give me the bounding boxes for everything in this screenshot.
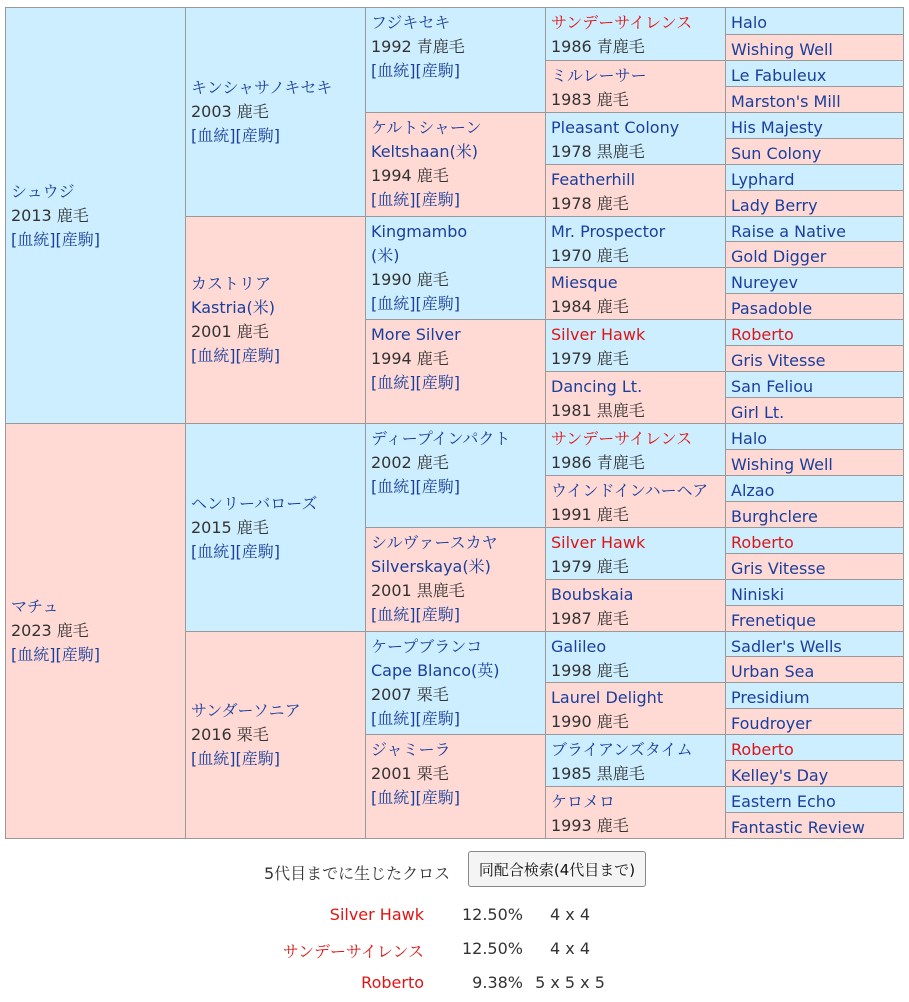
horse-origin-link[interactable]: Kastria(米) [191, 298, 275, 317]
horse-name-link[interactable]: カストリア [191, 274, 272, 293]
horse-name-link[interactable]: ケープブランコ [371, 637, 483, 656]
pedigree-cell [726, 554, 903, 579]
pedigree-cell [6, 424, 185, 838]
foal-link[interactable]: [産駒] [235, 346, 280, 365]
cross-label: 5代目までに生じたクロス [264, 864, 451, 883]
pedigree-cell [726, 398, 903, 423]
pedigree-cell [366, 528, 545, 631]
pedigree-cell [546, 787, 725, 838]
bloodline-link[interactable]: [血統] [371, 477, 416, 496]
horse-birth-color: 1991 鹿毛 [551, 505, 629, 524]
foal-link[interactable]: [産駒] [415, 605, 460, 624]
pedigree-cell [726, 35, 903, 60]
horse-name-link[interactable]: Dancing Lt. [551, 377, 643, 396]
pedigree-cell [726, 217, 903, 241]
pedigree-cell [186, 424, 365, 631]
horse-birth-color: 1992 青鹿毛 [371, 37, 465, 56]
cross-percentage: 9.38% [472, 973, 523, 992]
horse-name-link[interactable]: ケロメロ [551, 792, 616, 811]
pedigree-cell [726, 242, 903, 267]
horse-birth-color: 1983 鹿毛 [551, 90, 629, 109]
cross-percentage: 12.50% [461, 939, 523, 958]
horse-birth-color: 1981 黒鹿毛 [551, 401, 645, 420]
horse-name-link[interactable]: Miesque [551, 273, 618, 292]
pedigree-cell [546, 320, 725, 371]
bloodline-link[interactable]: [血統] [371, 190, 416, 209]
pedigree-cell [546, 632, 725, 682]
foal-link[interactable]: [産駒] [415, 477, 460, 496]
horse-birth-color: 2003 鹿毛 [191, 102, 269, 121]
bloodline-link[interactable]: [血統] [371, 294, 416, 313]
horse-name-link[interactable]: Girl Lt. [731, 403, 785, 422]
horse-name-link[interactable]: Raise a Native [731, 222, 846, 241]
foal-link[interactable]: [産駒] [55, 645, 100, 664]
foal-link[interactable]: [産駒] [415, 190, 460, 209]
horse-name-link[interactable]: Laurel Delight [551, 688, 664, 707]
horse-birth-color: 1994 鹿毛 [371, 166, 449, 185]
horse-name-link[interactable]: Pasadoble [731, 299, 813, 318]
pedigree-cell [366, 735, 545, 838]
horse-name-link[interactable]: Alzao [731, 481, 775, 500]
cross-horse-link[interactable]: サンデーサイレンス [282, 942, 424, 961]
foal-link[interactable]: [産駒] [415, 61, 460, 80]
cross-horse-link[interactable]: Roberto [361, 973, 424, 992]
foal-link[interactable]: [産駒] [415, 709, 460, 728]
horse-name-link[interactable]: Silver Hawk [551, 325, 646, 344]
bloodline-link[interactable]: [血統] [371, 61, 416, 80]
pedigree-cell [186, 217, 365, 423]
pedigree-cell [726, 683, 903, 708]
cross-row [0, 939, 909, 963]
horse-birth-color: 1978 鹿毛 [551, 194, 629, 213]
horse-name-link[interactable]: ディープインパクト [371, 429, 511, 448]
horse-name-link[interactable]: Boubskaia [551, 585, 634, 604]
pedigree-cell [726, 502, 903, 527]
cross-horse-link[interactable]: Silver Hawk [329, 905, 424, 924]
horse-name-link[interactable]: Gris Vitesse [731, 559, 826, 578]
pedigree-cell [726, 113, 903, 138]
pedigree-cell [546, 165, 725, 216]
bloodline-link[interactable]: [血統] [371, 788, 416, 807]
horse-name-link[interactable]: Gold Digger [731, 247, 827, 266]
horse-name-link[interactable]: Silver Hawk [551, 533, 646, 552]
pedigree-cell [546, 61, 725, 112]
pedigree-cell [726, 139, 903, 164]
horse-birth-color: 2023 鹿毛 [11, 621, 89, 640]
foal-link[interactable]: [産駒] [415, 788, 460, 807]
horse-name-link[interactable]: Foudroyer [731, 714, 812, 733]
cross-pattern: 4 x 4 [550, 939, 590, 958]
horse-birth-color: 1994 鹿毛 [371, 349, 449, 368]
foal-link[interactable]: [産駒] [55, 229, 100, 249]
horse-birth-color: 2015 鹿毛 [191, 517, 269, 537]
horse-birth-color: 1970 鹿毛 [551, 246, 629, 265]
foal-link[interactable]: [産駒] [235, 541, 280, 561]
horse-name-link[interactable]: サンダーソニア [191, 701, 301, 720]
horse-name-link[interactable]: Frenetique [731, 611, 816, 630]
pedigree-cell [546, 372, 725, 423]
horse-name-link[interactable]: Wishing Well [731, 455, 833, 474]
horse-birth-color: 1978 黒鹿毛 [551, 142, 645, 161]
pedigree-cell [546, 424, 725, 475]
pedigree-cell [546, 735, 725, 786]
pedigree-cell [366, 632, 545, 734]
horse-name-link[interactable]: シルヴァースカヤ [371, 533, 498, 552]
cross-percentage: 12.50% [461, 905, 523, 924]
cross-pattern: 4 x 4 [550, 905, 590, 924]
cross-pattern: 5 x 5 x 5 [535, 973, 605, 992]
pedigree-cell [726, 294, 903, 319]
horse-birth-color: 2016 栗毛 [191, 725, 269, 744]
horse-name-link[interactable]: More Silver [371, 325, 461, 344]
bloodline-link[interactable]: [血統] [11, 229, 56, 249]
horse-name-link[interactable]: Galileo [551, 637, 607, 656]
horse-name-link[interactable]: Lady Berry [731, 196, 818, 215]
horse-birth-color: 1979 鹿毛 [551, 349, 629, 368]
pedigree-cell [546, 268, 725, 319]
horse-name-link[interactable]: フジキセキ [371, 13, 451, 32]
pedigree-cell [726, 346, 903, 371]
horse-name-link[interactable]: ジャミーラ [371, 740, 451, 759]
pedigree-cell [6, 8, 185, 423]
horse-name-link[interactable]: Urban Sea [731, 662, 815, 681]
pedigree-cell [726, 424, 903, 449]
pedigree-cell [726, 787, 903, 812]
horse-name-link[interactable]: ウインドインハーヘア [551, 481, 709, 500]
horse-name-link[interactable]: サンデーサイレンス [551, 13, 693, 32]
horse-name-link[interactable]: ケルトシャーン [371, 118, 482, 137]
pedigree-cell [726, 165, 903, 190]
horse-name-link[interactable]: Marston's Mill [731, 92, 841, 111]
horse-birth-color: 1984 鹿毛 [551, 297, 629, 316]
pedigree-cell [546, 8, 725, 60]
horse-name-link[interactable]: Wishing Well [731, 40, 833, 59]
horse-name-link[interactable]: Halo [731, 429, 768, 448]
pedigree-cell [546, 580, 725, 631]
pedigree-cell [726, 580, 903, 605]
horse-name-link[interactable]: ヘンリーバローズ [191, 493, 318, 513]
pedigree-cell [366, 320, 545, 423]
foal-link[interactable]: [産駒] [415, 373, 460, 392]
horse-birth-color: 2013 鹿毛 [11, 205, 89, 225]
horse-birth-color: 1979 鹿毛 [551, 557, 629, 576]
pedigree-cell [546, 113, 725, 164]
pedigree-cell [366, 113, 545, 216]
horse-name-link[interactable]: Roberto [731, 325, 794, 344]
bloodline-link[interactable]: [血統] [191, 346, 236, 365]
horse-name-link[interactable]: Fantastic Review [731, 818, 865, 837]
bloodline-link[interactable]: [血統] [191, 126, 236, 145]
pedigree-cell [726, 320, 903, 345]
pedigree-cell [726, 372, 903, 397]
horse-name-link[interactable]: Eastern Echo [731, 792, 836, 811]
horse-origin-link[interactable]: Cape Blanco(英) [371, 661, 500, 680]
pedigree-cell [366, 217, 545, 319]
pedigree-cell [726, 606, 903, 631]
bloodline-link[interactable]: [血統] [191, 541, 236, 561]
bloodline-link[interactable]: [血統] [371, 709, 416, 728]
horse-origin-link[interactable]: Keltshaan(米) [371, 142, 478, 161]
horse-name-link[interactable]: Nureyev [731, 273, 798, 292]
horse-name-link[interactable]: His Majesty [731, 118, 823, 137]
horse-name-link[interactable]: Roberto [731, 533, 794, 552]
horse-name-link[interactable]: Presidium [731, 688, 810, 707]
pedigree-cell [726, 813, 903, 838]
pedigree-cell [186, 632, 365, 838]
pedigree-cell [726, 268, 903, 293]
pedigree-cell [546, 528, 725, 579]
horse-name-link[interactable]: Sadler's Wells [731, 637, 842, 656]
horse-birth-color: 1990 鹿毛 [371, 270, 449, 289]
horse-name-link[interactable]: Sun Colony [731, 144, 822, 163]
horse-birth-color: 1986 青鹿毛 [551, 37, 645, 56]
horse-name-link[interactable]: Burghclere [731, 507, 818, 526]
pedigree-cell [726, 632, 903, 656]
horse-name-link[interactable]: マチュ [11, 597, 59, 616]
horse-birth-color: 2001 栗毛 [371, 764, 449, 783]
horse-name-link[interactable]: Featherhill [551, 170, 636, 189]
horse-name-link[interactable]: Niniski [731, 585, 785, 604]
pedigree-cell [726, 709, 903, 734]
pedigree-cell [726, 8, 903, 34]
horse-birth-color: 2007 栗毛 [371, 685, 449, 704]
horse-origin-link[interactable]: (米) [371, 246, 400, 265]
pedigree-cell [366, 8, 545, 112]
horse-name-link[interactable]: サンデーサイレンス [551, 429, 693, 448]
horse-birth-color: 1993 鹿毛 [551, 816, 629, 835]
horse-name-link[interactable]: キンシャサノキセキ [191, 78, 333, 97]
pedigree-cell [186, 8, 365, 216]
bloodline-link[interactable]: [血統] [11, 645, 56, 664]
pedigree-table [5, 7, 904, 839]
pedigree-cell [726, 761, 903, 786]
horse-name-link[interactable]: Mr. Prospector [551, 222, 666, 241]
horse-name-link[interactable]: ブライアンズタイム [551, 740, 693, 759]
pedigree-cell [726, 476, 903, 501]
pedigree-cell [546, 476, 725, 527]
horse-name-link[interactable]: Kelley's Day [731, 766, 829, 785]
bloodline-link[interactable]: [血統] [371, 605, 416, 624]
horse-name-link[interactable]: Gris Vitesse [731, 351, 826, 370]
horse-birth-color: 1987 鹿毛 [551, 609, 629, 628]
horse-name-link[interactable]: San Feliou [731, 377, 814, 396]
horse-name-link[interactable]: ミルレーサー [551, 66, 647, 85]
bloodline-link[interactable]: [血統] [371, 373, 416, 392]
horse-origin-link[interactable]: Silverskaya(米) [371, 557, 491, 576]
pedigree-cell [726, 657, 903, 682]
horse-name-link[interactable]: シュウジ [11, 181, 75, 201]
pedigree-cell [726, 735, 903, 760]
bloodline-link[interactable]: [血統] [191, 749, 236, 768]
horse-birth-color: 1986 青鹿毛 [551, 453, 645, 472]
horse-name-link[interactable]: Kingmambo [371, 222, 468, 241]
foal-link[interactable]: [産駒] [235, 749, 280, 768]
horse-birth-color: 2001 鹿毛 [191, 322, 269, 341]
horse-name-link[interactable]: Roberto [731, 740, 794, 759]
cross-row [0, 905, 909, 929]
horse-birth-color: 1985 黒鹿毛 [551, 764, 645, 783]
pedigree-cell [726, 61, 903, 86]
pedigree-cell [366, 424, 545, 527]
horse-name-link[interactable]: Pleasant Colony [551, 118, 680, 137]
same-mating-search-button[interactable]: 同配合検索(4代目まで) [468, 851, 646, 887]
horse-name-link[interactable]: Le Fabuleux [731, 66, 827, 85]
horse-name-link[interactable]: Halo [731, 13, 768, 32]
horse-name-link[interactable]: Lyphard [731, 170, 795, 189]
cross-row [0, 973, 909, 997]
horse-birth-color: 2002 鹿毛 [371, 453, 449, 472]
pedigree-cell [726, 191, 903, 216]
pedigree-cell [726, 450, 903, 475]
foal-link[interactable]: [産駒] [415, 294, 460, 313]
pedigree-cell [546, 683, 725, 734]
horse-birth-color: 2001 黒鹿毛 [371, 581, 465, 600]
pedigree-cell [546, 217, 725, 267]
horse-birth-color: 1990 鹿毛 [551, 712, 629, 731]
pedigree-cell [726, 87, 903, 112]
foal-link[interactable]: [産駒] [235, 126, 280, 145]
pedigree-cell [726, 528, 903, 553]
horse-birth-color: 1998 鹿毛 [551, 661, 629, 680]
